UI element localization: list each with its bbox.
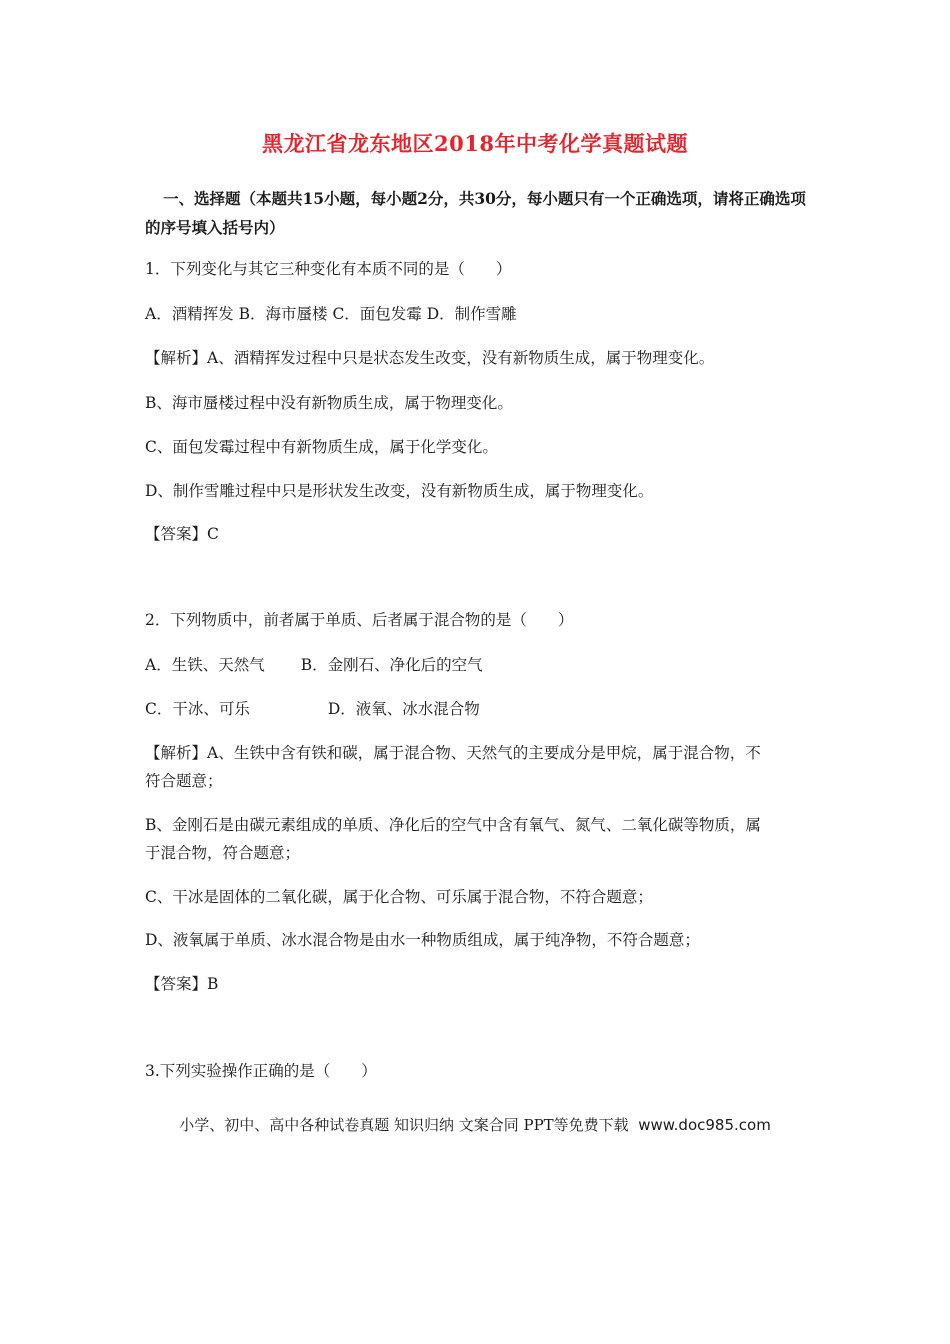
question-2-analysis-line2: 符合题意； [145, 772, 223, 790]
page-footer [0, 1114, 950, 1135]
section-header [145, 184, 810, 242]
question-2-option-d: D．液氧、冰水混合物 [327, 700, 480, 718]
footer-website-link[interactable]: www.doc985.com [638, 1116, 771, 1134]
section-header-text: 一、选择题（本题共15小题，每小题2分，共30分，每小题只有一个正确选项，请将正确选项的序号填入括号内） [145, 189, 806, 237]
question-2-analysis-line1: 【解析】A、生铁中含有铁和碳，属于混合物、天然气的主要成分是甲烷，属于混合物，不 [145, 744, 761, 762]
question-2-analysis-line4: 于混合物，符合题意； [145, 844, 301, 862]
question-2-option-c: C．干冰、可乐 [145, 700, 250, 718]
question-2-options-row1 [145, 652, 810, 678]
question-1-analysis-c: C、面包发霉过程中有新物质生成，属于化学变化。 [145, 438, 498, 456]
question-1-options: A．酒精挥发 B．海市蜃楼 C．面包发霉 D．制作雪雕 [145, 305, 517, 323]
question-2-options-row2 [145, 696, 810, 722]
question-2-option-b: B．金刚石、净化后的空气 [300, 656, 483, 674]
question-1-analysis-a: 【解析】A、酒精挥发过程中只是状态发生改变，没有新物质生成，属于物理变化。 [145, 349, 715, 367]
question-2-analysis-line6: D、液氧属于单质、冰水混合物是由水一种物质组成，属于纯净物，不符合题意； [145, 931, 700, 949]
question-1-analysis-d: D、制作雪雕过程中只是形状发生改变，没有新物质生成，属于物理变化。 [145, 482, 654, 500]
question-2-answer: 【答案】B [145, 975, 219, 993]
question-2-option-a: A．生铁、天然气 [145, 656, 265, 674]
document-title: 黑龙江省龙东地区2018年中考化学真题试题 [262, 131, 688, 156]
question-1-answer: 【答案】C [145, 525, 219, 543]
question-1-analysis-b: B、海市蜃楼过程中没有新物质生成，属于物理变化。 [145, 394, 513, 412]
question-3-stem: 3.下列实验操作正确的是（ ） [145, 1062, 377, 1080]
footer-text: 小学、初中、高中各种试卷真题 知识归纳 文案合同 PPT等免费下载 [179, 1116, 629, 1134]
question-2-analysis-line3: B、金刚石是由碳元素组成的单质、净化后的空气中含有氧气、氮气、二氧化碳等物质，属 [145, 816, 761, 834]
question-2-analysis-line5: C、干冰是固体的二氧化碳，属于化合物、可乐属于混合物，不符合题意； [145, 888, 653, 906]
question-2-stem: 2．下列物质中，前者属于单质、后者属于混合物的是（ ） [145, 611, 574, 629]
question-1-stem: 1．下列变化与其它三种变化有本质不同的是（ ） [145, 260, 512, 278]
